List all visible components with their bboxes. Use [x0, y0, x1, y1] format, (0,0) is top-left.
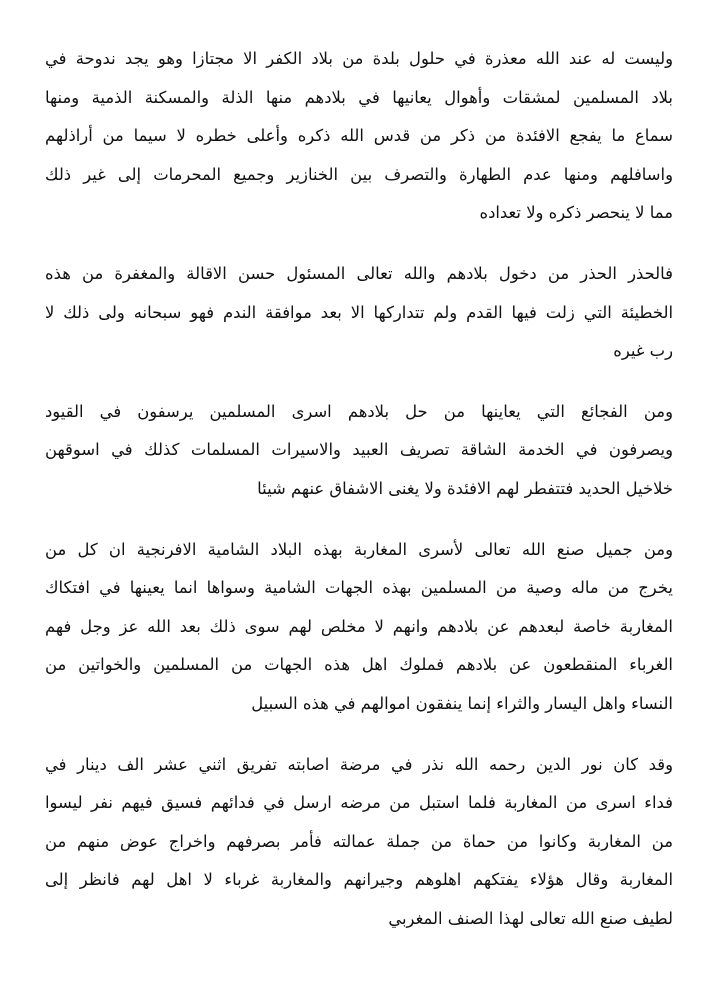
text-line: المغاربة خاصة لبعدهم عن بلادهم وانهم لا مخلص لهم سوى ذلك بعد الله عز وجل فهم — [45, 616, 673, 636]
text-line: ويصرفون في الخدمة الشاقة تصريف العبيد والاسيرات المسلمات كذلك في اسوقهن — [45, 440, 673, 460]
document-page — [45, 40, 673, 960]
paragraph-2 — [45, 255, 673, 371]
text-line: سماع ما يفجع الافئدة من ذكر من قدس الله ذكره وأعلى خطره لا سيما من أراذلهم — [45, 126, 673, 146]
paragraph-5 — [45, 746, 673, 939]
text-line: النساء واهل اليسار والثراء إنما ينفقون اموالهم في هذه السبيل — [251, 693, 673, 713]
text-line: وليست له عند الله معذرة في حلول بلدة من بلاد الكفر الا مجتازا وهو يجد ندوحة في — [45, 49, 673, 68]
text-line: وقد كان نور الدين رحمه الله نذر في مرضة اصابته تفريق اثني عشر الف دينار في — [45, 754, 673, 774]
text-line: يخرج من ماله وصية من المسلمين بهذه الجهات الشامية وسواها انما يعينها في افتكاك — [45, 578, 673, 598]
text-line: فالحذر الحذر من دخول بلادهم والله تعالى المسئول حسن الاقالة والمغفرة من هذه — [45, 263, 673, 283]
text-line: الغرباء المنقطعون عن بلادهم فملوك اهل هذه الجهات من المسلمين والخواتين من — [45, 655, 673, 675]
text-line: من المغاربة وكانوا من حماة من جملة عمالته فأمر بصرفهم واخراج عوض منهم من — [45, 831, 673, 851]
paragraph-4 — [45, 531, 673, 724]
text-line: واسافلهم ومنها عدم الطهارة والتصرف بين الخنازير وجميع المحرمات إلى غير ذلك — [45, 164, 673, 184]
text-line: مما لا ينحصر ذكره ولا تعداده — [479, 203, 673, 223]
text-line: فداء اسرى من المغاربة فلما استبل من مرضه ارسل في فدائهم فسيق فيهم نفر ليسوا — [45, 793, 673, 813]
text-line: بلاد المسلمين لمشقات وأهوال يعانيها في بلادهم منها الذلة والمسكنة الذمية ومنها — [45, 87, 673, 107]
text-line: المغاربة وقال هؤلاء يفتكهم اهلوهم وجيرانهم والمغاربة غرباء لا اهل لهم فانظر إلى — [45, 870, 673, 890]
paragraph-3 — [45, 393, 673, 509]
text-line: لطيف صنع الله تعالى لهذا الصنف المغربي — [388, 908, 673, 928]
text-line: ومن الفجائع التي يعاينها من حل بلادهم اسرى المسلمين يرسفون في القيود — [45, 401, 673, 421]
text-line: الخطيئة التي زلت فيها القدم ولم تتداركها الا بعد موافقة الندم فهو سبحانه ولى ذلك لا — [45, 302, 673, 322]
paragraph-1 — [45, 40, 673, 233]
text-line: ومن جميل صنع الله تعالى لأسرى المغاربة بهذه البلاد الشامية الافرنجية ان كل من — [45, 539, 673, 559]
text-line: خلاخيل الحديد فتتفطر لهم الافئدة ولا يغنى الاشفاق عنهم شيئا — [257, 478, 673, 498]
text-line: رب غيره — [613, 341, 673, 361]
